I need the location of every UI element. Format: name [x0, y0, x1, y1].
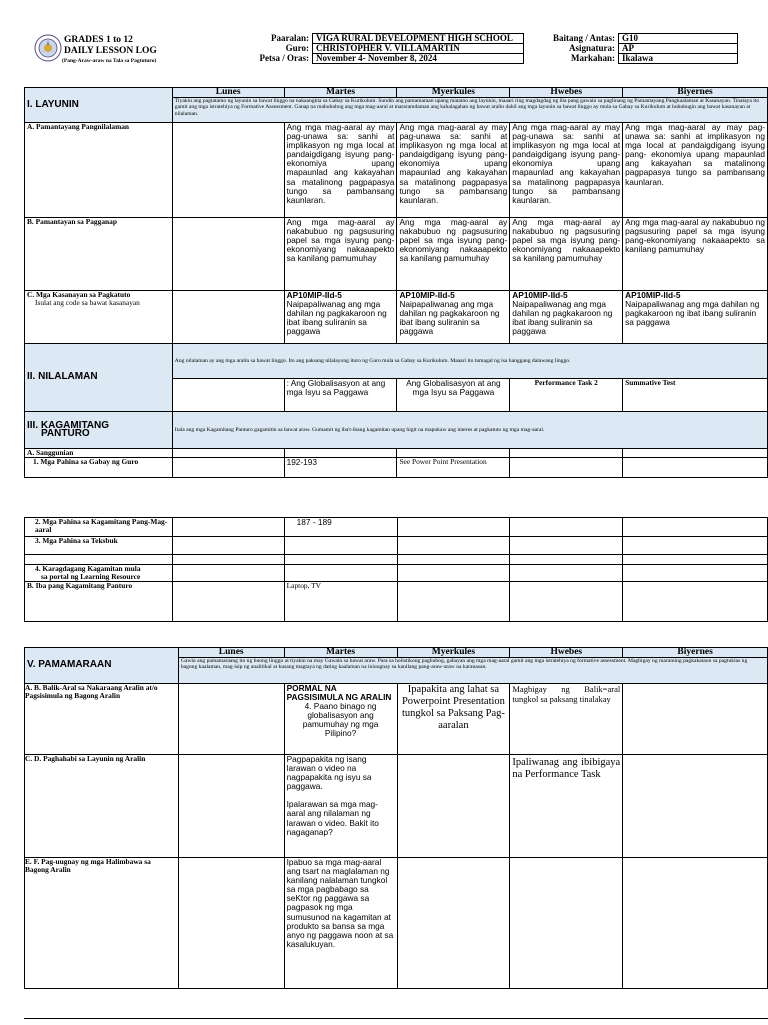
lesson-log-table-1 — [24, 87, 768, 478]
pamantayan-sa-pagganap-label: B. Pamantayan sa Pagganap — [25, 218, 173, 291]
kagamitang-pang-mag-aaral-label: 2. Mga Pahina sa Kagamitang Pang-Mag-aaral — [25, 518, 173, 537]
pamamaraan-day-martes: Martes — [284, 648, 397, 658]
deped-seal — [34, 34, 62, 62]
balik-aral-myerkules: Ipapakita ang lahat sa Powerpoint Presentation tungkol sa Paksang Pag-aaralan — [397, 684, 510, 755]
nilalaman-biyernes: Summative Test — [623, 379, 768, 412]
nilalaman-note: Ang nilalaman ay ang mga aralin sa bawat linggo. Ito ang paksang nilalayong ituro ng Guro mula sa Gabay sa Kurikulum. Maaari ito tumagal ng isa hanggang dalawang linggo. — [172, 344, 767, 379]
layunin-note: Tiyakin ang pagtatamo ng layunin sa bawat linggo na nakaangkla sa Gabay sa Kurikulum. Sundin ang pamamaraan upang matamo ang layunin, maaari ring magdagdag ng iba pang gawain sa paglinang ng Pamantayang Pangkaalaman at Kasanayan. Tinataya ito gamit ang mga istratehiya ng Formative Assessment. Ganap na mahuhubog ang mga mag-aaral at mararamdaman ang kahalagahan ng bawat aralin dahil ang mga layunin sa bawat linggo ay mula sa Gabay sa Kurikulum at huhubugin ang bawat kasanayan at nilalaman. — [172, 98, 767, 123]
iba-pang-kagamitan-martes: Laptop, TV — [284, 582, 397, 622]
nilalaman-hwebes: Performance Task 2 — [510, 379, 623, 412]
paaralan-label: Paaralan: — [271, 32, 309, 43]
paghahabi-hwebes: Ipaliwanag ang ibibigaya na Performance Task — [510, 755, 623, 858]
teksbuk-label: 3. Mga Pahina sa Teksbuk — [25, 537, 173, 555]
guro-value: CHRISTOPHER V. VILLAMARTIN — [313, 44, 524, 54]
kasanayan-text-biyernes: Naipapaliwanag ang mga dahilan ng pagkakaroon ng ibat ibang suliranin sa paggawa — [625, 299, 760, 328]
day-header-lunes: Lunes — [172, 88, 284, 98]
kagamitang-pang-mag-aaral-martes: 187 - 189 — [284, 518, 397, 537]
pamamaraan-day-hwebes: Hwebes — [510, 648, 623, 658]
kagamitan-note: Itala ang mga Kagamitang Panturo gagamitin sa bawat araw. Gumamit ng iba't-ibang kagamitan upang higit na mapukaw ang interes at pagkatuto ng mga mag-aaral. — [172, 412, 767, 449]
guro-label: Guro: — [285, 42, 309, 53]
gabay-ng-guro-myerkules: See Power Point Presentation — [397, 458, 510, 478]
nilalaman-myerkules: Ang Globalisasyon at ang mga Isyu sa Paggawa — [397, 379, 510, 412]
petsa-label: Petsa / Oras: — [259, 52, 309, 63]
nilalaman-martes: : Ang Globalisasyon at ang mga Isyu sa Paggawa — [284, 379, 397, 412]
pamamaraan-title: V. PAMAMARAAN — [27, 659, 112, 671]
asignatura-value: AP — [619, 44, 738, 54]
day-header-biyernes: Biyernes — [623, 88, 768, 98]
pamantayang-pangnilalaman-biyernes: Ang mga mag-aaral ay may pag-unawa sa: sanhi at implikasyon ng mga local at pandaigdigang isyung pang- ekonomiya upang mapaunlad ang kakayahan sa matalinong pagpapasya tungo sa pambansang kaunlaran. — [623, 123, 768, 218]
pamantayang-pangnilalaman-label: A. Pamantayang Pangnilalaman — [25, 123, 173, 218]
kasanayan-code-hwebes: AP10MIP-IId-5 — [512, 290, 568, 300]
petsa-value: November 4- November 8, 2024 — [313, 54, 524, 64]
pamamaraan-day-biyernes: Biyernes — [623, 648, 768, 658]
log-subtitle: (Pang-Araw-araw na Tala sa Pagtuturo) — [62, 58, 157, 64]
baitang-value: G10 — [619, 34, 738, 44]
kasanayan-text-hwebes: Naipapaliwanag ang mga dahilan ng pagkakaroon ng ibat ibang suliranin sa paggawa — [512, 299, 613, 337]
paaralan-value: VIGA RURAL DEVELOPMENT HIGH SCHOOL — [313, 34, 524, 44]
pamantayan-sa-pagganap-myerkules: Ang mga mag-aaral ay nakabubuo ng pagsusuring papel sa mga isyung pang-ekonomiyang nakaaapekto sa kanilang pamumuhay — [397, 218, 510, 291]
markahan-label: Markahan: — [570, 52, 615, 63]
asignatura-label: Asignatura: — [568, 42, 615, 53]
iba-pang-kagamitan-label: B. Iba pang Kagamitang Panturo — [25, 582, 173, 622]
kasanayan-text-myerkules: Naipapaliwanag ang mga dahilan ng pagkakaroon ng ibat ibang suliranin sa paggawa — [399, 299, 500, 337]
header-school-info — [214, 33, 524, 64]
pamamaraan-day-lunes: Lunes — [178, 648, 284, 658]
paghahabi-martes-1: Pagpapakita ng isang larawan o video na nagpapakita ng isyu sa paggawa. — [286, 754, 372, 792]
pamamaraan-day-myerkules: Myerkules — [397, 648, 510, 658]
learning-resource-label-1: 4. Karagdagang Kagamitan mula — [35, 564, 141, 573]
markahan-value: Ikalawa — [619, 54, 738, 64]
kasanayan-sublabel: Isulat ang code sa bawat kasanayan — [35, 298, 140, 308]
kasanayan-code-biyernes: AP10MIP-IId-5 — [625, 290, 681, 300]
pamantayan-sa-pagganap-martes: Ang mga mag-aaral ay nakabubuo ng pagsusuring papel sa mga isyung pang-ekonomiyang nakaaapekto sa kanilang pamumuhay — [284, 218, 397, 291]
day-header-hwebes: Hwebes — [510, 88, 623, 98]
paghahabi-martes-2: Ipalarawan sa mga mag-aaral ang nilalaman ng larawan o video. Bakit ito nagaganap? — [286, 799, 379, 837]
nilalaman-title: II. NILALAMAN — [27, 371, 98, 383]
kasanayan-code-martes: AP10MIP-IId-5 — [286, 290, 342, 300]
lesson-log-table-2 — [24, 517, 768, 622]
balik-aral-label: A. B. Balik-Aral sa Nakaraang Aralin at/o Pagsisimula ng Bagong Aralin — [25, 684, 179, 755]
kagamitan-title-line1: III. KAGAMITANG — [27, 419, 110, 431]
baitang-label: Baitang / Antas: — [552, 32, 615, 43]
pamantayan-sa-pagganap-hwebes: Ang mga mag-aaral ay nakabubuo ng pagsusuring papel sa mga isyung pang-ekonomiyang nakaaapekto sa kanilang pamumuhay — [510, 218, 623, 291]
gabay-ng-guro-martes: 192-193 — [284, 458, 397, 478]
day-header-myerkules: Myerkules — [397, 88, 510, 98]
kasanayan-text-martes: Naipapaliwanag ang mga dahilan ng pagkakaroon ng ibat ibang suliranin sa paggawa — [286, 299, 387, 337]
pamantayan-sa-pagganap-biyernes: Ang mga mag-aaral ay nakabubuo ng pagsusuring papel sa mga isyung pang-ekonomiyang nakaaapekto sa kanilang pamumuhay — [623, 218, 768, 291]
log-title: DAILY LESSON LOG — [64, 46, 157, 56]
lesson-log-table-3 — [24, 647, 768, 989]
day-header-martes: Martes — [284, 88, 397, 98]
paghahabi-label: C. D. Paghahabi sa Layunin ng Aralin — [25, 755, 179, 858]
learning-resource-label-2: sa portal ng Learning Resource — [41, 572, 141, 582]
kasanayan-label: C. Mga Kasanayan sa Pagkatuto — [27, 290, 131, 299]
pamantayang-pangnilalaman-martes: Ang mga mag-aaral ay may pag-unawa sa: sanhi at implikasyon ng mga local at pandaigdigang isyung pang- ekonomiya upang mapaunlad ang kakayahan sa matalinong pagpapasya tungo sa pambansang kaunlaran. — [284, 123, 397, 218]
kagamitan-title-line2: PANTURO — [41, 428, 90, 439]
sanggunian-label: A. Sanggunian — [25, 449, 173, 458]
header-class-info — [524, 33, 738, 64]
pag-uugnay-martes: Ipabuo sa mga mag-aaral ang tsart na maglalaman ng kanilang nalalaman tungkol sa mga pagbabago sa seKtor ng paggawa sa pagpasok ng mga sumusunod na kagamitan at produkto sa bansa sa mga anyo ng paggawa noon at sa kasalukuyan. — [284, 858, 397, 989]
gabay-ng-guro-label: 1. Mga Pahina sa Gabay ng Guro — [25, 458, 173, 478]
kasanayan-code-myerkules: AP10MIP-IId-5 — [399, 290, 455, 300]
balik-aral-martes-heading: PORMAL NA PAGSISIMULA NG ARALIN — [286, 683, 392, 703]
balik-aral-hwebes: Magbigay ng Balik=aral tungkol sa paksang tinalakay — [510, 684, 623, 755]
layunin-title: I. LAYUNIN — [27, 98, 79, 110]
grades-label: GRADES 1 to 12 — [64, 35, 133, 45]
pamamaraan-note: Gawin ang pamamaraang ito ng buong linggo at tiyakin na may Gawain sa bawat araw. Para sa holistikong paghubog, gabayan ang mga mag-aaral gamit ang mga istratehiya ng formative assessment. Magbigay ng maraming pagkakataon sa pagtuklas ng bagong kaalaman, mag-isip ng analitikal at kusang magtaya ng dating kaalaman na iniuugnay sa kanilang pang-araw-araw na karanasan. — [178, 658, 767, 684]
pag-uugnay-label: E. F. Pag-uugnay ng mga Halimbawa sa Bagong Aralin — [25, 858, 179, 989]
pamantayang-pangnilalaman-hwebes: Ang mga mag-aaral ay may pag-unawa sa: sanhi at implikasyon ng mga local at pandaigdigang isyung pang- ekonomiya upang mapaunlad ang kakayahan sa matalinong pagpapasya tungo sa pambansang kaunlaran. — [510, 123, 623, 218]
pamantayang-pangnilalaman-myerkules: Ang mga mag-aaral ay may pag-unawa sa: sanhi at implikasyon ng mga local at pandaigdigang isyung pang- ekonomiya upang mapaunlad ang kakayahan sa matalinong pagpapasya tungo sa pambansang kaunlaran. — [397, 123, 510, 218]
balik-aral-martes-question: 4. Paano binago ng globalisasyon ang pamumuhay ng mga Pilipino? — [302, 701, 379, 739]
